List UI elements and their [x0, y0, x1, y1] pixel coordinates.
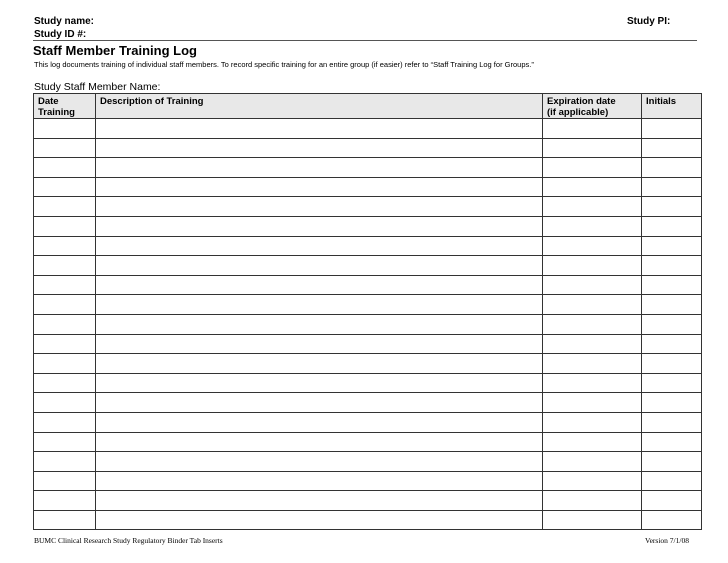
table-row: [34, 452, 702, 472]
cell-expiration[interactable]: [543, 373, 642, 393]
cell-initials[interactable]: [642, 119, 702, 139]
cell-description[interactable]: [96, 314, 543, 334]
column-header-initials: [642, 94, 702, 119]
column-header-expiration-line2: (if applicable): [547, 107, 609, 118]
table-row: [34, 256, 702, 276]
column-header-date-line1: Date: [38, 96, 59, 107]
table-body: [34, 119, 702, 530]
cell-description[interactable]: [96, 216, 543, 236]
intro-text: This log documents training of individual staff members. To record specific training for an entire group (if easier) refer to “Staff Training Log for Groups.”: [34, 60, 534, 69]
cell-description[interactable]: [96, 373, 543, 393]
cell-initials[interactable]: [642, 412, 702, 432]
cell-date[interactable]: [34, 158, 96, 178]
cell-date[interactable]: [34, 275, 96, 295]
cell-date[interactable]: [34, 197, 96, 217]
table-row: [34, 119, 702, 139]
table-row: [34, 236, 702, 256]
study-id-label: Study ID #:: [34, 29, 87, 40]
study-pi-label: Study PI:: [627, 16, 671, 27]
cell-expiration[interactable]: [543, 177, 642, 197]
cell-description[interactable]: [96, 138, 543, 158]
cell-description[interactable]: [96, 236, 543, 256]
cell-description[interactable]: [96, 256, 543, 276]
cell-expiration[interactable]: [543, 412, 642, 432]
table-row: [34, 510, 702, 530]
cell-description[interactable]: [96, 491, 543, 511]
study-name-label: Study name:: [34, 16, 95, 27]
table-row: [34, 275, 702, 295]
cell-description[interactable]: [96, 412, 543, 432]
cell-expiration[interactable]: [543, 216, 642, 236]
cell-date[interactable]: [34, 354, 96, 374]
column-header-expiration-line1: Expiration date: [547, 96, 616, 107]
cell-date[interactable]: [34, 373, 96, 393]
training-log-table: [33, 93, 702, 530]
cell-expiration[interactable]: [543, 197, 642, 217]
cell-date[interactable]: [34, 256, 96, 276]
cell-initials[interactable]: [642, 177, 702, 197]
column-header-date: [34, 94, 96, 119]
cell-expiration[interactable]: [543, 452, 642, 472]
cell-expiration[interactable]: [543, 393, 642, 413]
table-row: [34, 314, 702, 334]
cell-date[interactable]: [34, 216, 96, 236]
cell-date[interactable]: [34, 295, 96, 315]
cell-initials[interactable]: [642, 354, 702, 374]
cell-date[interactable]: [34, 471, 96, 491]
cell-description[interactable]: [96, 158, 543, 178]
cell-initials[interactable]: [642, 373, 702, 393]
cell-description[interactable]: [96, 393, 543, 413]
cell-date[interactable]: [34, 138, 96, 158]
table-row: [34, 295, 702, 315]
cell-date[interactable]: [34, 452, 96, 472]
footer-binder-label: BUMC Clinical Research Study Regulatory Binder Tab Inserts: [34, 536, 223, 545]
cell-initials[interactable]: [642, 491, 702, 511]
cell-date[interactable]: [34, 119, 96, 139]
table-row: [34, 412, 702, 432]
cell-initials[interactable]: [642, 295, 702, 315]
cell-expiration[interactable]: [543, 158, 642, 178]
cell-expiration[interactable]: [543, 119, 642, 139]
cell-initials[interactable]: [642, 432, 702, 452]
cell-date[interactable]: [34, 432, 96, 452]
cell-date[interactable]: [34, 236, 96, 256]
column-header-description-line1: Description of Training: [100, 96, 204, 107]
cell-initials[interactable]: [642, 275, 702, 295]
cell-description[interactable]: [96, 275, 543, 295]
cell-date[interactable]: [34, 491, 96, 511]
table-row: [34, 354, 702, 374]
cell-description[interactable]: [96, 452, 543, 472]
cell-initials[interactable]: [642, 334, 702, 354]
cell-description[interactable]: [96, 432, 543, 452]
cell-date[interactable]: [34, 177, 96, 197]
cell-description[interactable]: [96, 510, 543, 530]
cell-initials[interactable]: [642, 314, 702, 334]
cell-date[interactable]: [34, 412, 96, 432]
cell-description[interactable]: [96, 119, 543, 139]
cell-expiration[interactable]: [543, 510, 642, 530]
table-header-row: [34, 94, 702, 119]
table-row: [34, 471, 702, 491]
table-row: [34, 177, 702, 197]
table-row: [34, 393, 702, 413]
table-row: [34, 158, 702, 178]
table-row: [34, 432, 702, 452]
cell-description[interactable]: [96, 295, 543, 315]
table-row: [34, 216, 702, 236]
staff-member-name-label: Study Staff Member Name:: [34, 81, 161, 93]
cell-description[interactable]: [96, 334, 543, 354]
cell-expiration[interactable]: [543, 256, 642, 276]
cell-date[interactable]: [34, 510, 96, 530]
study-info-left: [34, 15, 94, 41]
header-divider: [33, 40, 697, 41]
page-title: Staff Member Training Log: [33, 43, 197, 58]
column-header-initials-line1: Initials: [646, 96, 677, 107]
cell-initials[interactable]: [642, 510, 702, 530]
cell-description[interactable]: [96, 354, 543, 374]
footer-version: Version 7/1/08: [645, 536, 689, 545]
cell-initials[interactable]: [642, 216, 702, 236]
cell-initials[interactable]: [642, 158, 702, 178]
cell-expiration[interactable]: [543, 471, 642, 491]
cell-expiration[interactable]: [543, 334, 642, 354]
cell-expiration[interactable]: [543, 432, 642, 452]
cell-initials[interactable]: [642, 393, 702, 413]
cell-expiration[interactable]: [543, 314, 642, 334]
cell-date[interactable]: [34, 334, 96, 354]
cell-initials[interactable]: [642, 452, 702, 472]
cell-expiration[interactable]: [543, 354, 642, 374]
table-row: [34, 334, 702, 354]
cell-initials[interactable]: [642, 256, 702, 276]
cell-expiration[interactable]: [543, 295, 642, 315]
cell-expiration[interactable]: [543, 138, 642, 158]
cell-description[interactable]: [96, 177, 543, 197]
cell-date[interactable]: [34, 314, 96, 334]
cell-expiration[interactable]: [543, 491, 642, 511]
table-row: [34, 491, 702, 511]
cell-date[interactable]: [34, 393, 96, 413]
cell-expiration[interactable]: [543, 236, 642, 256]
cell-initials[interactable]: [642, 197, 702, 217]
cell-expiration[interactable]: [543, 275, 642, 295]
column-header-expiration: [543, 94, 642, 119]
column-header-description: [96, 94, 543, 119]
table-row: [34, 373, 702, 393]
table-row: [34, 197, 702, 217]
cell-initials[interactable]: [642, 138, 702, 158]
cell-description[interactable]: [96, 197, 543, 217]
cell-initials[interactable]: [642, 471, 702, 491]
cell-initials[interactable]: [642, 236, 702, 256]
column-header-date-line2: Training: [38, 107, 75, 118]
table-row: [34, 138, 702, 158]
cell-description[interactable]: [96, 471, 543, 491]
